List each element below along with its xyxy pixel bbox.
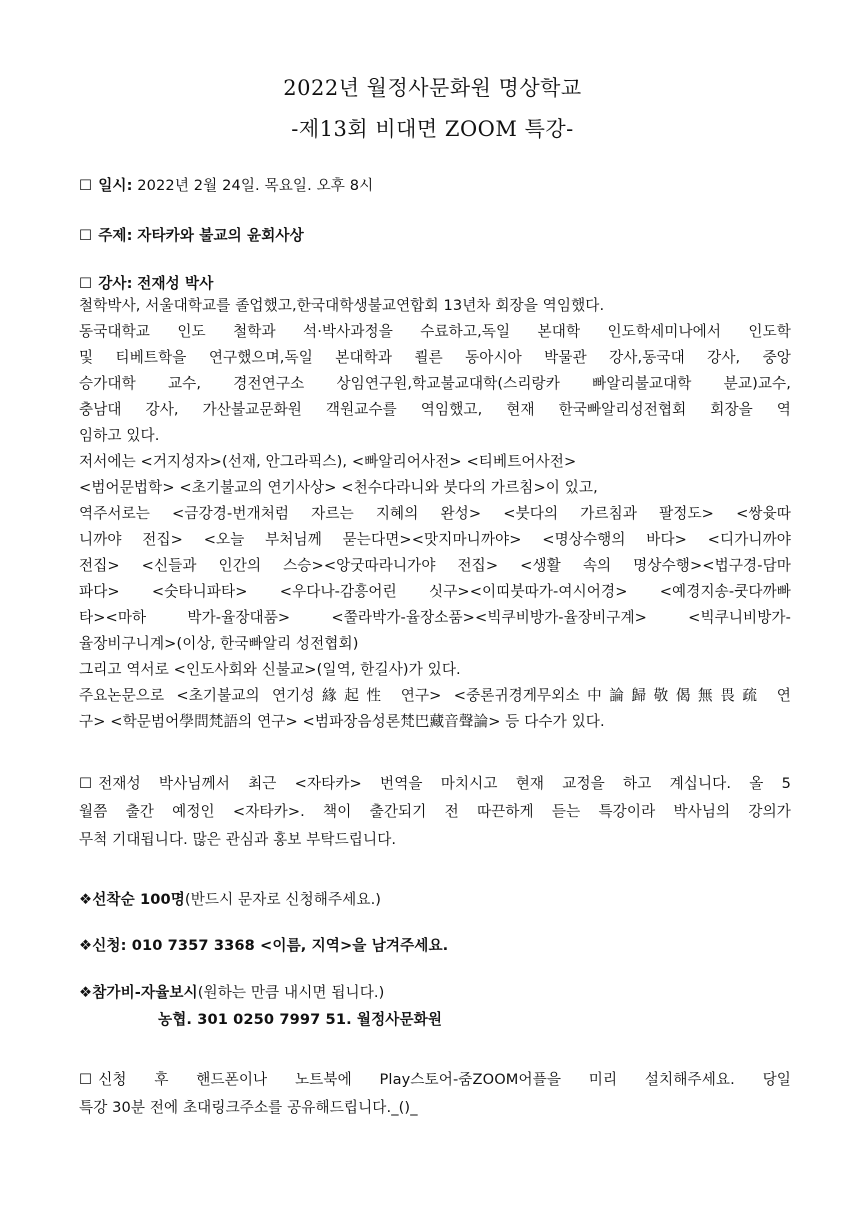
bio-line: 저서에는 <거지성자>(선재, 안그라픽스), <빠알리어사전> <티베트어사전> bbox=[79, 453, 577, 470]
bio-line: 타><마하 박가-율장대품> <쭐라박가-율장소품><빅쿠비방가-율장비구계> <빅쿠니비방가- bbox=[79, 609, 791, 626]
first-come-bold: 선착순 100명 bbox=[92, 891, 185, 908]
date-value: 2022년 2월 24일. 목요일. 오후 8시 bbox=[137, 177, 374, 194]
checkbox-icon: ☐ bbox=[79, 775, 93, 792]
topic-label: 주제: bbox=[98, 227, 133, 244]
notice-line: 무척 기대됩니다. 많은 관심과 홍보 부탁드립니다. bbox=[79, 831, 397, 848]
account-line: 농협. 301 0250 7997 51. 월정사문화원 bbox=[158, 1011, 443, 1028]
page-title: 2022년 월정사문화원 명상학교 bbox=[283, 76, 582, 100]
checkbox-icon: ☐ bbox=[79, 1071, 93, 1088]
lecturer-line bbox=[79, 274, 791, 294]
bio-line: 그리고 역서로 <인도사회와 신불교>(일역, 한길사)가 있다. bbox=[79, 661, 461, 678]
lecturer-name: 전재성 박사 bbox=[137, 275, 214, 292]
bio-line: 및 티베트학을 연구했으며,독일 본대학과 쾰른 동아시아 박물관 강사,동국대 강사, 중앙 bbox=[79, 349, 791, 366]
bio-line: 파다> <숫타니파타> <우다나-감흥어린 싯구><이띠붓따가-여시어경> <예경지송-쿳다까빠 bbox=[79, 583, 791, 600]
bio-line: 철학박사, 서울대학교를 졸업했고,한국대학생불교연합회 13년차 회장을 역임했다. bbox=[79, 297, 605, 314]
topic-line bbox=[79, 226, 791, 246]
date-line bbox=[79, 176, 791, 196]
bio-line: 충남대 강사, 가산불교문화원 객원교수를 역임했고, 현재 한국빠알리성전협회 회장을 역 bbox=[79, 401, 791, 418]
bio-line: 구> <학문범어學問梵語의 연구> <범파장음성론梵巴藏音聲論> 등 다수가 있다. bbox=[79, 713, 605, 730]
fee-bold: 참가비-자율보시 bbox=[92, 984, 198, 1001]
checkbox-icon: ☐ bbox=[79, 275, 93, 292]
checkbox-icon: ☐ bbox=[79, 177, 93, 194]
diamond-icon: ❖ bbox=[79, 984, 93, 1001]
topic-value: 자타카와 불교의 윤회사상 bbox=[137, 227, 304, 244]
diamond-icon: ❖ bbox=[79, 891, 93, 908]
first-come-line bbox=[79, 890, 791, 910]
date-label: 일시: bbox=[98, 177, 133, 194]
bio-line: 역주서로는 <금강경-번개처럼 자르는 지혜의 완성> <붓다의 가르침과 팔정도> <쌍윳따 bbox=[79, 505, 791, 522]
closing-line: 특강 30분 전에 초대링크주소를 공유해드립니다._()_ bbox=[79, 1099, 418, 1116]
notice-line: 월쯤 출간 예정인 <자타카>. 책이 출간되기 전 따끈하게 듣는 특강이라 박사님의 강의가 bbox=[79, 803, 791, 820]
lecturer-label: 강사: bbox=[98, 275, 133, 292]
bio-line: 승가대학 교수, 경전연구소 상임연구원,학교불교대학(스리랑카 빠알리불교대학 분교)교수, bbox=[79, 375, 791, 392]
fee-line bbox=[79, 983, 791, 1003]
checkbox-icon: ☐ bbox=[79, 227, 93, 244]
apply-line bbox=[79, 936, 791, 956]
fee-note: (원하는 만큼 내시면 됩니다.) bbox=[197, 984, 385, 1001]
bio-line: 동국대학교 인도 철학과 석·박사과정을 수료하고,독일 본대학 인도학세미나에서 인도학 bbox=[79, 323, 791, 340]
bio-line: 임하고 있다. bbox=[79, 427, 160, 444]
bio-line: 니까야 전집> <오늘 부처님께 묻는다면><맛지마니까야> <명상수행의 바다> <디가니까야 bbox=[79, 531, 791, 548]
apply-text: 신청: 010 7357 3368 <이름, 지역>을 남겨주세요. bbox=[92, 937, 449, 954]
closing-line bbox=[79, 1070, 791, 1090]
bio-line: 주요논문으로 <초기불교의 연기성緣起性 연구> <중론귀경게무외소中論歸敬偈無畏疏 연 bbox=[79, 687, 791, 704]
bio-line: 전집> <신들과 인간의 스승><앙굿따라니가야 전집> <생활 속의 명상수행><법구경-담마 bbox=[79, 557, 791, 574]
diamond-icon: ❖ bbox=[79, 937, 93, 954]
bio-line: <범어문법학> <초기불교의 연기사상> <천수다라니와 붓다의 가르침>이 있고, bbox=[79, 479, 598, 496]
closing-text: 신청 후 핸드폰이나 노트북에 Play스토어-줌ZOOM어플을 미리 설치해주세요. 당일 bbox=[98, 1071, 791, 1088]
first-come-note: (반드시 문자로 신청해주세요.) bbox=[184, 891, 382, 908]
page-subtitle: -제13회 비대면 ZOOM 특강- bbox=[291, 117, 574, 141]
notice-text: 전재성 박사님께서 최근 <자타카> 번역을 마치시고 현재 교정을 하고 계십니다. 올 5 bbox=[98, 775, 791, 792]
notice-line bbox=[79, 774, 791, 794]
bio-line: 율장비구니계>(이상, 한국빠알리 성전협회) bbox=[79, 635, 359, 652]
